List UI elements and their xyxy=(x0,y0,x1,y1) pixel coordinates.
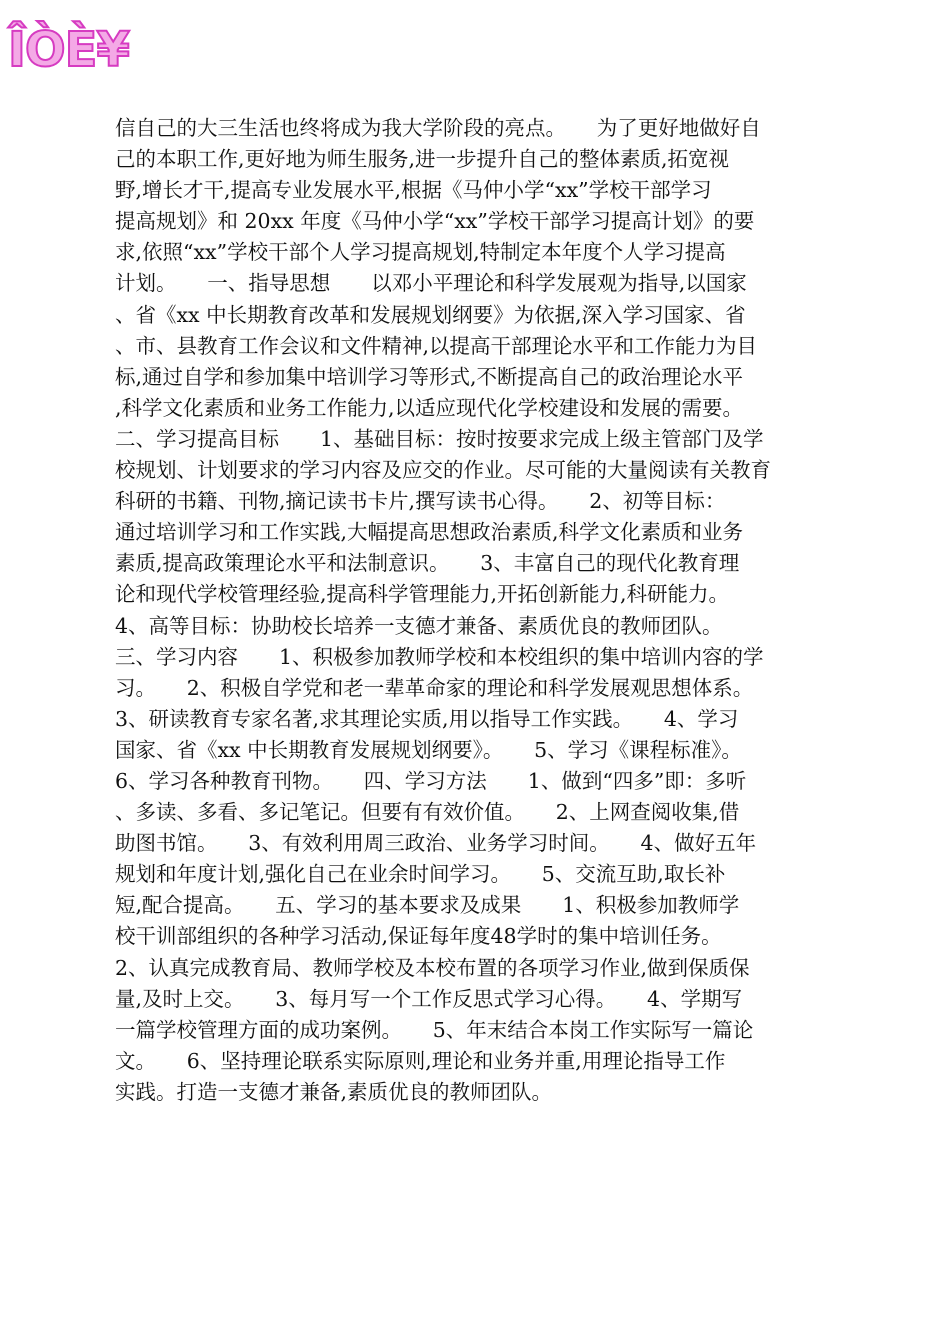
document-line: 素质,提高政策理论水平和法制意识。 3、丰富自己的现代化教育理 xyxy=(115,551,740,576)
document-line: 实践。打造一支德才兼备,素质优良的教师团队。 xyxy=(115,1079,553,1104)
document-line: 、市、县教育工作会议和文件精神,以提高干部理论水平和工作能力为目 xyxy=(115,333,758,358)
document-line: 信自己的大三生活也终将成为我大学阶段的亮点。 为了更好地做好自 xyxy=(115,116,761,140)
document-line: 野,增长才干,提高专业发展水平,根据《马仲小学“xx”学校干部学习 xyxy=(115,178,712,203)
document-line: 科研的书籍、刊物,摘记读书卡片,撰写读书心得。 2、初等目标： xyxy=(115,489,726,514)
document-line: 一篇学校管理方面的成功案例。 5、年末结合本岗工作实际写一篇论 xyxy=(115,1017,754,1042)
document-line: 2、认真完成教育局、教师学校及本校布置的各项学习作业,做到保质保 xyxy=(115,955,750,980)
document-line: 、省《xx 中长期教育改革和发展规划纲要》为依据,深入学习国家、省 xyxy=(115,302,746,327)
document-line: 国家、省《xx 中长期教育发展规划纲要》。 5、学习《课程标准》。 xyxy=(115,737,742,762)
document-line: 4、高等目标：协助校长培养一支德才兼备、素质优良的教师团队。 xyxy=(115,613,723,638)
document-line: 二、学习提高目标 1、基础目标：按时按要求完成上级主管部门及学 xyxy=(115,426,764,451)
document-line: 6、学习各种教育刊物。 四、学习方法 1、做到“四多”即：多听 xyxy=(115,768,747,793)
document-line: 助图书馆。 3、有效利用周三政治、业务学习时间。 4、做好五年 xyxy=(115,831,757,856)
document-line: 己的本职工作,更好地为师生服务,进一步提升自己的整体素质,拓宽视 xyxy=(115,147,730,172)
document-line: 计划。 一、指导思想 以邓小平理论和科学发展观为指导,以国家 xyxy=(115,271,747,296)
document-line: 习。 2、积极自学党和老一辈革命家的理论和科学发展观思想体系。 xyxy=(115,675,754,700)
document-line: 文。 6、坚持理论联系实际原则,理论和业务并重,用理论指导工作 xyxy=(115,1048,726,1073)
watermark-logo-text: ÎÒÈ¥ xyxy=(8,22,129,78)
document-line: 求,依照“xx”学校干部个人学习提高规划,特制定本年度个人学习提高 xyxy=(115,240,726,265)
document-line: 3、研读教育专家名著,求其理论实质,用以指导工作实践。 4、学习 xyxy=(115,706,739,731)
document-line: ,科学文化素质和业务工作能力,以适应现代化学校建设和发展的需要。 xyxy=(115,395,744,420)
document-line: 论和现代学校管理经验,提高科学管理能力,开拓创新能力,科研能力。 xyxy=(115,582,730,607)
document-line: 校规划、计划要求的学习内容及应交的作业。尽可能的大量阅读有关教育 xyxy=(115,458,771,483)
document-line: 提高规划》和 20xx 年度《马仲小学“xx”学校干部学习提高计划》的要 xyxy=(115,209,755,234)
document-line: 标,通过自学和参加集中培训学习等形式,不断提高自己的政治理论水平 xyxy=(115,364,744,389)
document-line: 校干训部组织的各种学习活动,保证每年度48学时的集中培训任务。 xyxy=(115,924,722,949)
document-line: 、多读、多看、多记笔记。但要有有效价值。 2、上网查阅收集,借 xyxy=(115,800,740,825)
document-body xyxy=(115,113,835,1108)
document-line: 通过培训学习和工作实践,大幅提高思想政治素质,科学文化素质和业务 xyxy=(115,520,744,545)
document-line: 量,及时上交。 3、每月写一个工作反思式学习心得。 4、学期写 xyxy=(115,986,743,1011)
document-line: 三、学习内容 1、积极参加教师学校和本校组织的集中培训内容的学 xyxy=(115,644,764,669)
document-line: 规划和年度计划,强化自己在业余时间学习。 5、交流互助,取长补 xyxy=(115,862,726,887)
document-line: 短,配合提高。 五、学习的基本要求及成果 1、积极参加教师学 xyxy=(115,893,740,918)
